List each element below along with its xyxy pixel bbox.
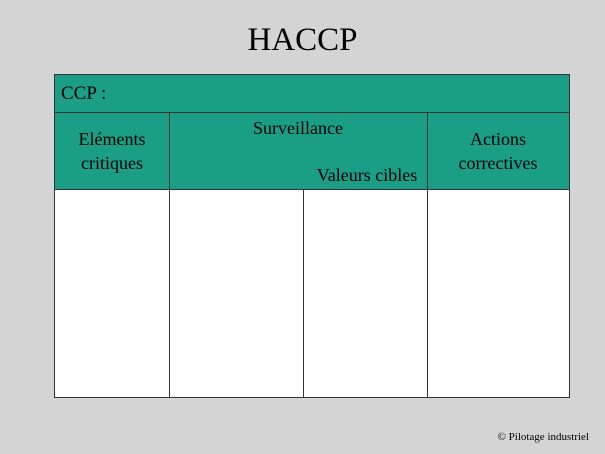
ccp-label: CCP : [61,83,107,104]
slide-title: HACCP [247,22,358,58]
copyright-footer: © Pilotage industriel [497,431,589,443]
header-valeurs-cibles: Valeurs cibles [316,165,418,185]
header-elements-critiques-line-2: critiques [81,153,143,173]
column-divider-2 [303,190,304,397]
column-divider-1 [169,113,170,397]
column-divider-3 [427,113,428,397]
header-row [55,113,569,190]
header-actions-correctives-line-2: correctives [458,153,538,173]
header-elements-critiques [55,127,169,175]
ccp-row [55,75,569,113]
haccp-table [54,74,570,398]
header-actions-correctives [427,127,569,175]
header-surveillance: Surveillance [253,118,343,138]
header-elements-critiques-line-1: Eléments [78,129,146,149]
header-actions-correctives-line-1: Actions [470,129,526,149]
